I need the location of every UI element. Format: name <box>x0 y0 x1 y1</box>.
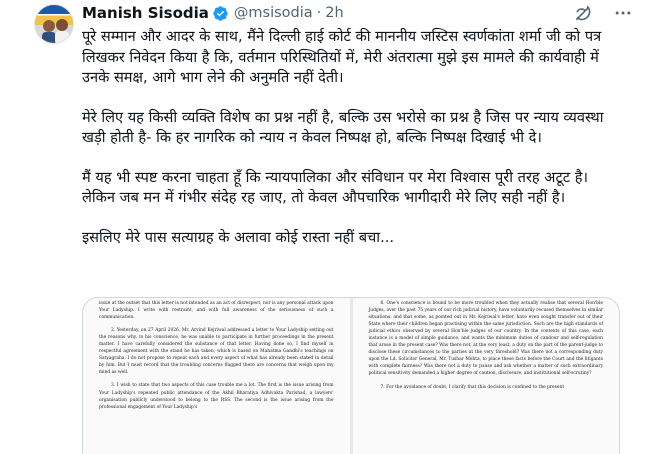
tweet-paragraph: इसलिए मेरे पास सत्याग्रह के अलावा कोई रास्ता नहीं बचा... <box>82 228 395 246</box>
letter-paragraph: 3. I wish to state that two aspects of this case trouble me a lot. The first is the issue arising from Your Ladyship's repeated public attendance of the Akhil Bharatiya Adhivakta Parishad, a lawyers' organisation publicly understood to belong to the RSS. The second is the issue arising from the professional engagement of Your Ladyship's <box>99 383 334 410</box>
grok-icon[interactable] <box>572 2 594 24</box>
letter-page-image[interactable] <box>83 298 350 454</box>
letter-page-image[interactable] <box>353 298 620 454</box>
author-handle[interactable]: @msisodia <box>233 5 313 21</box>
letter-paragraph: 7. For the avoidance of doubt, I clarify that this decision is confined to the present <box>380 384 565 390</box>
letter-paragraph: 2. Yesterday, on 27 April 2026, Mr. Arvind Kejriwal addressed a letter to Your Ladyship setting out the reasons why, in his conscience, he was unable to participate in further proceedings in the present matter. I have carefully considered the substance of that letter. Having done so, I find myself in respectful agreement with the stand he has taken, which is based on Mahatma Gandhi's teachings on Satyagraha. I do not propose to repeat each and every aspect of what has already been stated in detail by him. But I must record that the troubling concerns flagged there are concerns that weigh upon my mind as well. <box>99 328 334 376</box>
avatar[interactable] <box>34 4 74 44</box>
more-dots-icon[interactable] <box>612 2 634 24</box>
tweet-text <box>82 27 622 248</box>
tweet-header <box>82 3 344 23</box>
tweet-timestamp[interactable]: 2h <box>325 5 344 21</box>
tweet-paragraph: पूरे सम्मान और आदर के साथ, मैंने दिल्ली हाई कोर्ट की माननीय जस्टिस स्वर्णकांता शर्मा जी को पत्र लिखकर निवेदन किया है कि, वर्तमान परिस्थितियों में, मेरी अंतरात्मा मुझे इस मामले की कार्यवाही में उनके समक्ष, आगे भाग लेने की अनुमति नहीं देती। <box>82 28 602 86</box>
verified-badge-icon <box>212 5 229 22</box>
tweet-actions <box>572 2 634 24</box>
tweet-media[interactable] <box>82 297 620 454</box>
avatar-image <box>35 5 74 44</box>
author-name[interactable]: Manish Sisodia <box>82 4 209 22</box>
letter-paragraph: issue at the outset that this letter is not intended as an act of disrespect, nor is any personal attack upon Your Ladyship. I write with restraint, and with full awareness of the seriousness of such a communication. <box>99 301 334 321</box>
tweet-paragraph: मेरे लिए यह किसी व्यक्ति विशेष का प्रश्न नहीं है, बल्कि उस भरोसे का प्रश्न है जिस पर न्याय व्यवस्था खड़ी होती है- कि हर नागरिक को न्याय न केवल निष्पक्ष हो, बल्कि निष्पक्ष दिखाई भी दे। <box>82 108 604 146</box>
header-separator: · <box>316 5 322 21</box>
tweet-paragraph: मैं यह भी स्पष्ट करना चाहता हूँ कि न्यायपालिका और संविधान पर मेरा विश्वास पूरी तरह अटूट है। लेकिन जब मन में गंभीर संदेह रह जाए, तो केवल औपचारिक भागीदारी मेरे लिए सही नहीं है। <box>82 168 589 206</box>
letter-paragraph: 6. One's conscience is bound to be more troubled when they actually realise that several Hon'ble Judges, over the past 75 years of our rich judicial history, have voluntarily recused themselves in similar situations, and that some, as pointed out in Mr. Kejriwal's letter, have even sought transfer out of their State where their children began practising within the same jurisdiction. Such are the high standards of judicial ethics observed by several Hon'ble judges of our country. In the contexts of this case, each instance is a model of simple guidance, and wants the minimum duties of candour and self-regulation that arose in the present case? Was there not, at the very least, a duty on the part of the parent-judge to disclose these circumstances to the parties at the very threshold? Was there not a corresponding duty upon the Ld. Solicitor General, Mr. Tushar Mehta, to place these facts before the Court and the litigants with complete fairness? Was there not a duty to pause and ask whether a matter of such extraordinary political sensitivity demanded a higher degree of caution, disclosure, and institutional self-scrutiny? <box>368 301 603 377</box>
